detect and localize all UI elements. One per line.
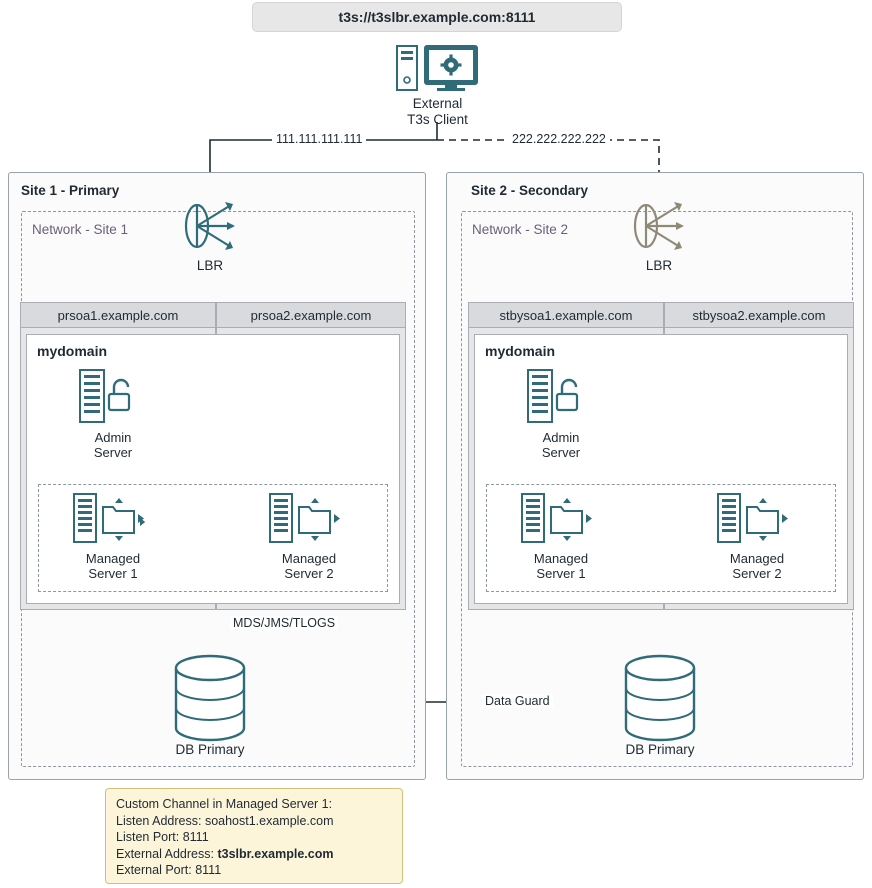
site-2-network-title: Network - Site 2 <box>472 222 569 237</box>
managed-server-1-icon-site-1 <box>72 492 162 544</box>
site-1-host-1-bar <box>20 302 216 328</box>
ip-secondary-label: 222.222.222.222 <box>508 132 610 146</box>
data-guard-label: Data Guard <box>482 694 553 708</box>
admin-server-line1: Admin <box>94 430 132 445</box>
site-2-title: Site 2 - Secondary <box>471 183 589 198</box>
managed-server-2-icon-site-1 <box>268 492 358 544</box>
site-1-host-2-label: prsoa2.example.com <box>250 307 372 323</box>
admin-server-label-site-1 <box>58 430 168 460</box>
custom-channel-note <box>105 788 403 884</box>
site-1-host-2-bar <box>216 302 406 328</box>
note-line-4-value: t3slbr.example.com <box>217 846 334 861</box>
admin-server-line1: Admin <box>542 430 580 445</box>
managed-server-line1: Managed <box>281 551 337 566</box>
lbr-icon-site-2 <box>624 196 694 256</box>
client-label-line1: External <box>412 96 463 111</box>
admin-server-line2: Server <box>541 445 581 460</box>
admin-server-icon-site-1 <box>78 368 148 426</box>
ip-primary-label: 111.111.111.111 <box>272 132 366 146</box>
site-1-host-1-label: prsoa1.example.com <box>57 307 179 323</box>
admin-server-line2: Server <box>93 445 133 460</box>
managed-server-1-icon-site-2 <box>520 492 610 544</box>
mds-jms-tlogs-label: MDS/JMS/TLOGS <box>230 616 338 630</box>
managed-server-line2: Server 1 <box>88 566 138 581</box>
site-1-title: Site 1 - Primary <box>21 183 120 198</box>
managed-server-2-icon-site-2 <box>716 492 806 544</box>
lbr-icon-site-1 <box>175 196 245 256</box>
note-line-1: Custom Channel in Managed Server 1: <box>116 797 333 811</box>
managed-server-2-label-site-2 <box>702 551 812 581</box>
note-line-3: Listen Port: 8111 <box>116 830 209 844</box>
note-line-4 <box>116 846 392 863</box>
note-line-5: External Port: 8111 <box>116 863 222 877</box>
managed-server-line2: Server 2 <box>284 566 334 581</box>
site-2-host-2-bar <box>664 302 854 328</box>
db-primary-label-site-2: DB Primary <box>625 742 695 757</box>
site-2-host-2-label: stbysoa2.example.com <box>692 307 826 323</box>
db-primary-icon-site-1 <box>172 656 248 740</box>
managed-server-line1: Managed <box>85 551 141 566</box>
site-1-domain-title: mydomain <box>37 343 108 359</box>
site-2-host-1-bar <box>468 302 664 328</box>
managed-server-1-label-site-1 <box>58 551 168 581</box>
admin-server-icon-site-2 <box>526 368 596 426</box>
managed-server-1-label-site-2 <box>506 551 616 581</box>
site-1-network-title: Network - Site 1 <box>32 222 129 237</box>
lbr-label-site-1: LBR <box>196 258 224 273</box>
db-primary-icon-site-2 <box>622 656 698 740</box>
managed-server-line2: Server 1 <box>536 566 586 581</box>
db-primary-label-site-1: DB Primary <box>175 742 245 757</box>
managed-server-2-label-site-1 <box>254 551 364 581</box>
note-line-2: Listen Address: soahost1.example.com <box>116 813 334 828</box>
managed-server-line1: Managed <box>729 551 785 566</box>
site-2-host-1-label: stbysoa1.example.com <box>499 307 633 323</box>
lbr-label-site-2: LBR <box>645 258 673 273</box>
managed-server-line2: Server 2 <box>732 566 782 581</box>
site-2-domain-title: mydomain <box>485 343 556 359</box>
note-line-4-prefix: External Address: <box>116 846 218 861</box>
url-text: t3s://t3slbr.example.com:8111 <box>338 9 536 25</box>
client-label-line2: T3s Client <box>407 112 468 127</box>
admin-server-label-site-2 <box>506 430 616 460</box>
managed-server-line1: Managed <box>533 551 589 566</box>
